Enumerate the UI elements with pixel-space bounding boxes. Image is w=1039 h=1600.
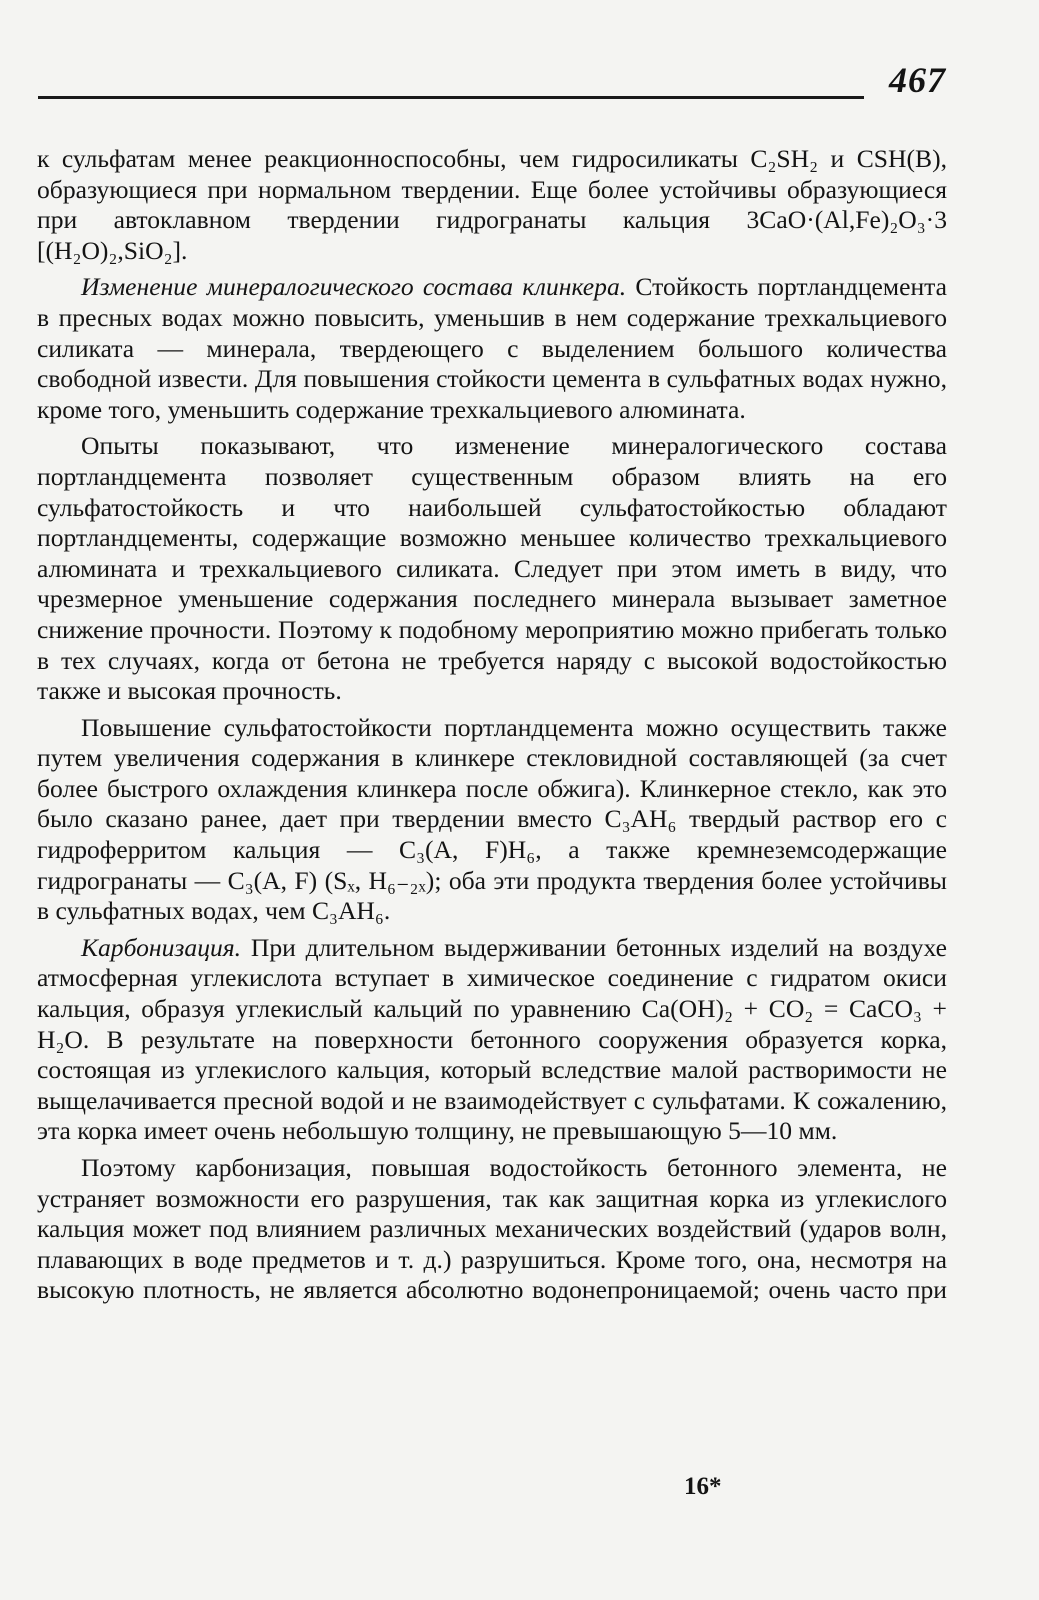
run-in-heading: Карбонизация. (81, 932, 242, 962)
paragraph-carbonization-limits: Поэтому карбонизация, повышая водостойкость бетонного элемента, не устраняет возможности его разрушения, так как защитная корка из углекислого кальция может под влиянием различных механических воздействий (ударов волн, плавающих в воде предметов и т. д.) разрушиться. Кроме того, она, несмотря на высокую плотность, не является абсолютно водонепроницаемой; очень часто при (37, 1153, 947, 1305)
paragraph-continuation: к сульфатам менее реакционноспособны, чем гидросиликаты C₂SH₂ и CSH(B), образующиеся при нормальном твердении. Еще более устойчивы образующиеся при автоклавном твердении гидрогранаты кальция 3CaO·(Al,Fe)₂O₃·3 [(H₂O)₂,SiO₂]. (37, 144, 947, 265)
page-number: 467 (889, 60, 946, 100)
paragraph-text: При длительном выдерживании бетонных изделий на воздухе атмосферная углекислота вступает в химическое соединение с гидратом окиси кальция, образуя углекислый кальций по уравнению Ca(OH)₂ + CO₂ = CaCO₃ + H₂O. В результате на поверхности бетонного сооружения образуется корка, состоящая из углекислого кальция, который вследствие малой растворимости не выщелачивается пресной водой и не взаимодействует с сульфатами. К сожалению, эта корка имеет очень небольшую толщину, не превышающую 5—10 мм. (37, 932, 947, 1146)
paragraph-clinker-composition (37, 272, 947, 425)
paragraph-carbonization (37, 933, 947, 1147)
paragraph-experiments: Опыты показывают, что изменение минералогического состава портландцемента позволяет существенным образом влиять на его сульфатостойкость и что наибольшей сульфатостойкостью обладают портландцементы, содержащие возможно меньшее количество трехкальциевого алюмината и трехкальциевого силиката. Следует при этом иметь в виду, что чрезмерное уменьшение содержания последнего минерала вызывает заметное снижение прочности. Поэтому к подобному мероприятию можно прибегать только в тех случаях, когда от бетона не требуется наряду с высокой водостойкостью также и высокая прочность. (37, 431, 947, 706)
header-rule (38, 96, 864, 99)
signature-mark: 16* (684, 1473, 722, 1500)
run-in-heading: Изменение минералогического состава клинкера. (81, 272, 627, 302)
paragraph-text: Стойкость портландцемента в пресных водах можно повысить, уменьшив в нем содержание трехкальциевого силиката — минерала, твердеющего с выделением большого количества свободной извести. Для повышения стойкости цемента в сульфатных водах нужно, кроме того, уменьшить содержание трехкальциевого алюмината. (37, 272, 947, 424)
paragraph-glass-phase: Повышение сульфатостойкости портландцемента можно осуществить также путем увеличения содержания в клинкере стекловидной составляющей (за счет более быстрого охлаждения клинкера после обжига). Клинкерное стекло, как это было сказано ранее, дает при твердении вместо C₃AH₆ твердый раствор его с гидроферритом кальция — C₃(A, F)H₆, а также кремнеземсодержащие гидрогранаты — C₃(A, F) (Sₓ, H₆₋₂ₓ); оба эти продукта твердения более устойчивы в сульфатных водах, чем C₃AH₆. (37, 712, 947, 926)
body-text (37, 144, 947, 1306)
page-header (38, 58, 946, 102)
